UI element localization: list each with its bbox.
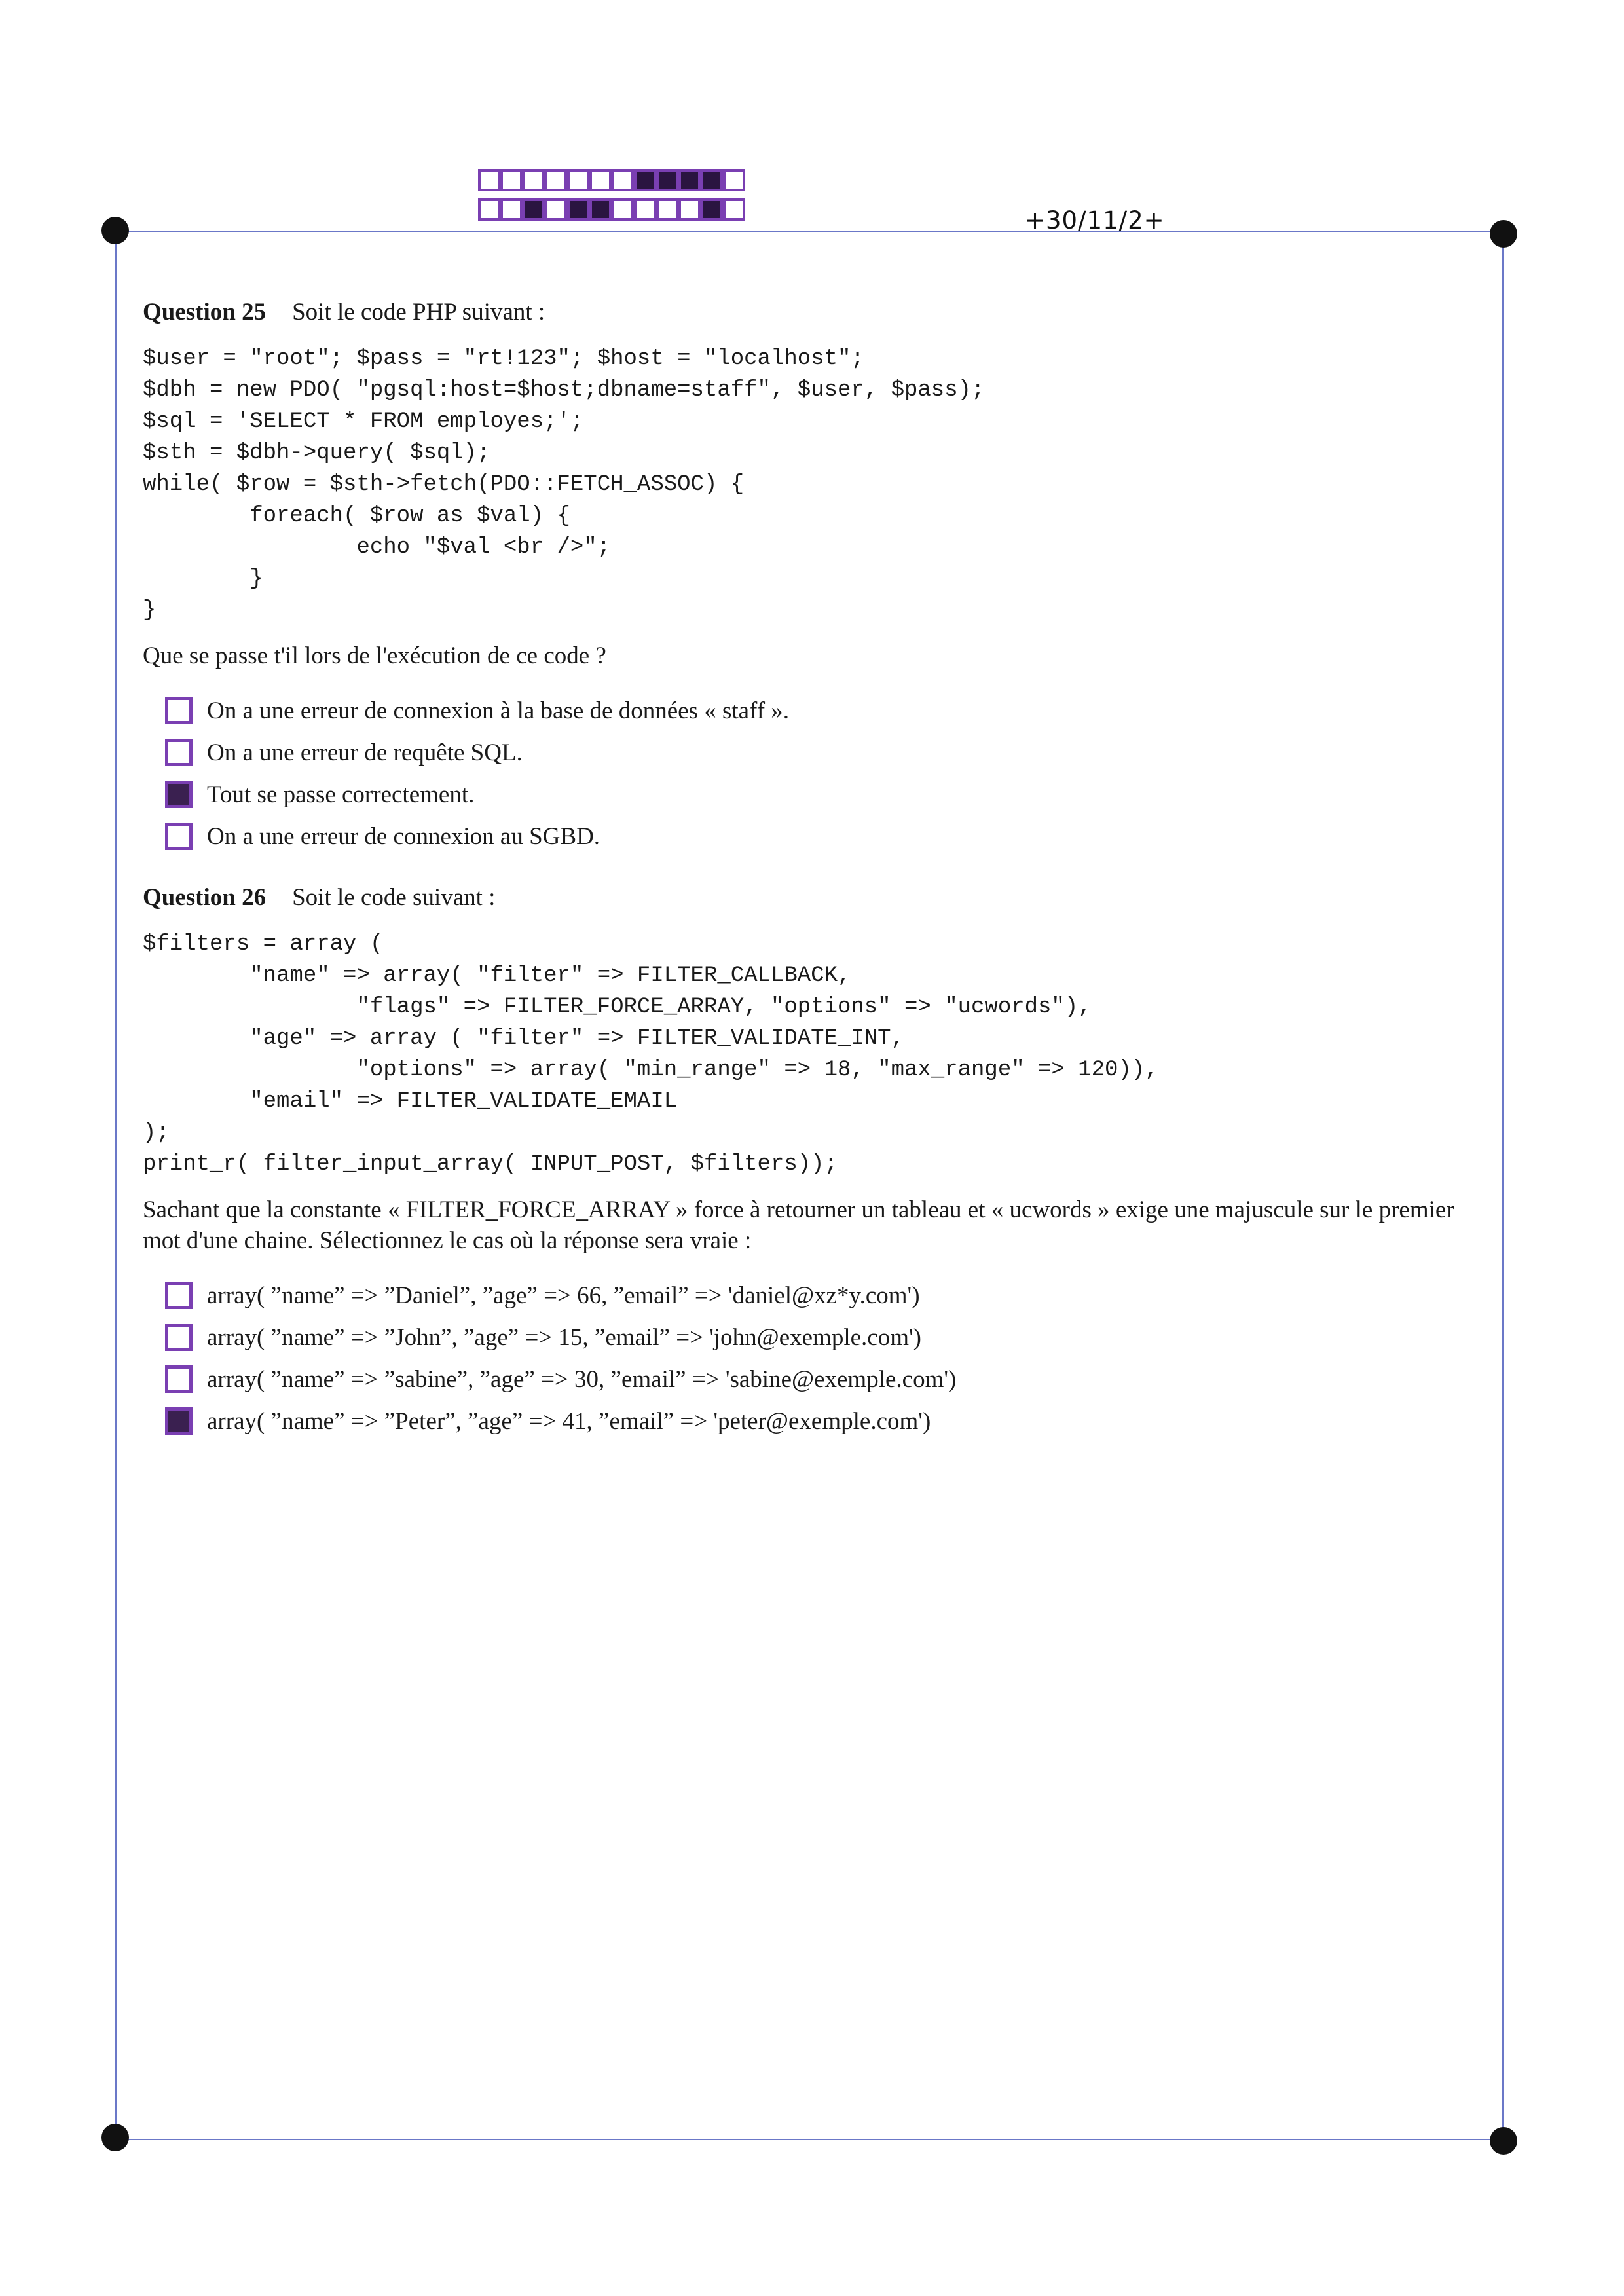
id-code-row-1: [478, 169, 745, 191]
answer-option[interactable]: [165, 731, 1479, 773]
question-25-prompt: Soit le code PHP suivant :: [292, 299, 545, 325]
answer-text: Tout se passe correctement.: [207, 781, 475, 808]
id-code-box: [701, 169, 723, 191]
question-26-prompt: Soit le code suivant :: [292, 884, 496, 911]
answer-option[interactable]: [165, 690, 1479, 731]
id-code-box: [634, 169, 656, 191]
answer-option[interactable]: [165, 815, 1479, 857]
answer-text: On a une erreur de requête SQL.: [207, 739, 523, 766]
answer-text: array( ”name” => ”Daniel”, ”age” => 66, ”email” => 'daniel@xz*y.com'): [207, 1282, 920, 1309]
question-25-answers: [165, 690, 1479, 857]
question-26-answers: [165, 1274, 1479, 1442]
id-code-box: [656, 169, 678, 191]
id-code-box: [567, 169, 589, 191]
checkbox[interactable]: [165, 1282, 193, 1309]
id-code-box: [678, 198, 701, 221]
checkbox[interactable]: [165, 739, 193, 766]
question-25-heading: [143, 298, 1479, 326]
answer-option[interactable]: [165, 1316, 1479, 1358]
id-code-box: [523, 169, 545, 191]
id-code-box: [589, 169, 612, 191]
id-code-box: [478, 169, 500, 191]
id-code-row-2: [478, 198, 745, 221]
id-code-box: [612, 198, 634, 221]
id-code-box: [567, 198, 589, 221]
id-code-box: [612, 169, 634, 191]
question-25-question: Que se passe t'il lors de l'exécution de ce code ?: [143, 642, 606, 669]
id-code-box: [678, 169, 701, 191]
question-25-code: $user = "root"; $pass = "rt!123"; $host = "localhost"; $dbh = new PDO( "pgsql:host=$host;dbname=staff", $user, $pass); $sql = 'SELECT * FROM employes;'; $sth = $dbh->query( $sql); while( $row = $sth->fetch(PDO::FETCH_ASSOC) { foreach( $row as $val) { echo "$val <br />"; } }: [143, 346, 985, 623]
answer-option[interactable]: [165, 1358, 1479, 1400]
id-code-box: [656, 198, 678, 221]
answer-option[interactable]: [165, 1274, 1479, 1316]
id-code-box: [723, 169, 745, 191]
id-code-box: [523, 198, 545, 221]
id-code-box: [634, 198, 656, 221]
checkbox[interactable]: [165, 823, 193, 850]
id-code-box: [589, 198, 612, 221]
page-id: +30/11/2+: [1025, 206, 1165, 234]
id-code-box: [478, 198, 500, 221]
question-26-heading: [143, 883, 1479, 912]
question-26-question: Sachant que la constante « FILTER_FORCE_ARRAY » force à retourner un tableau et « ucwords » exige une majuscule sur le premier mot d'une chaine. Sélectionnez le cas où la réponse sera vraie :: [143, 1196, 1454, 1254]
answer-text: On a une erreur de connexion à la base de données « staff ».: [207, 697, 790, 724]
question-25-label: Question 25: [143, 299, 267, 325]
id-code-box: [701, 198, 723, 221]
id-code-box: [723, 198, 745, 221]
checkbox[interactable]: [165, 697, 193, 724]
checkbox[interactable]: [165, 1365, 193, 1393]
question-26-code: $filters = array ( "name" => array( "filter" => FILTER_CALLBACK, "flags" => FILTER_FORCE_ARRAY, "options" => "ucwords"), "age" => array ( "filter" => FILTER_VALIDATE_INT, "options" => array( "min_range" => 18, "max_range" => 120)), "email" => FILTER_VALIDATE_EMAIL ); print_r( filter_input_array( INPUT_POST, $filters));: [143, 932, 1158, 1177]
corner-marker-bottom-left: [101, 2124, 129, 2151]
id-code-box: [500, 169, 523, 191]
question-26-label: Question 26: [143, 884, 267, 911]
answer-option[interactable]: [165, 773, 1479, 815]
id-code-box: [545, 169, 567, 191]
checkbox-checked[interactable]: [165, 781, 193, 808]
corner-marker-bottom-right: [1490, 2127, 1517, 2155]
answer-text: array( ”name” => ”sabine”, ”age” => 30, ”email” => 'sabine@exemple.com'): [207, 1365, 957, 1393]
id-code-box: [545, 198, 567, 221]
checkbox-checked[interactable]: [165, 1407, 193, 1435]
corner-marker-top-left: [101, 217, 129, 244]
checkbox[interactable]: [165, 1324, 193, 1351]
corner-marker-top-right: [1490, 220, 1517, 248]
page-content: [143, 298, 1479, 1442]
answer-text: On a une erreur de connexion au SGBD.: [207, 823, 600, 850]
question-26: [143, 883, 1479, 1442]
answer-option[interactable]: [165, 1400, 1479, 1442]
answer-text: array( ”name” => ”Peter”, ”age” => 41, ”email” => 'peter@exemple.com'): [207, 1407, 931, 1435]
id-code-box: [500, 198, 523, 221]
answer-text: array( ”name” => ”John”, ”age” => 15, ”email” => 'john@exemple.com'): [207, 1324, 921, 1351]
